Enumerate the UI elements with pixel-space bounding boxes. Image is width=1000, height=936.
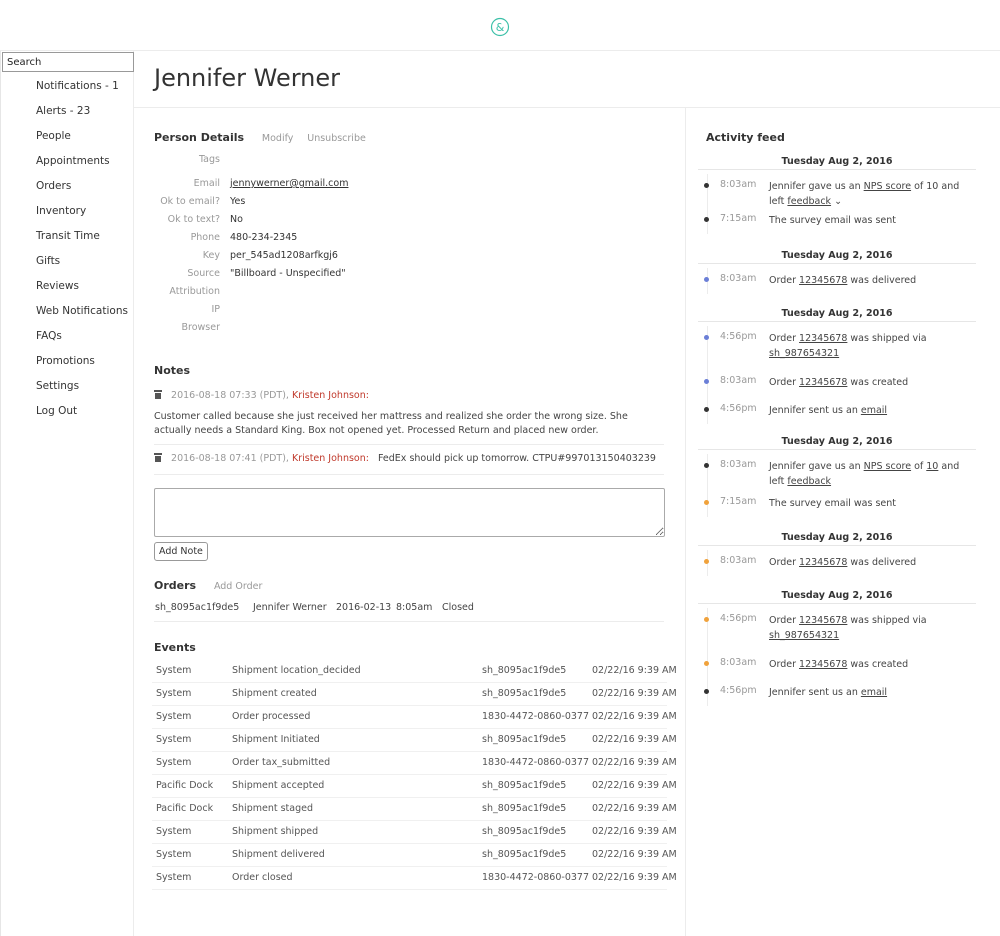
event-ref[interactable]: sh_8095ac1f9de5 [482, 803, 567, 814]
feed-day-header [698, 436, 976, 450]
sidebar-nav [36, 78, 128, 428]
feed-item-text [769, 613, 974, 643]
note-divider [154, 474, 664, 475]
timeline-dot-icon [704, 277, 709, 282]
event-ref[interactable]: 1830-4472-0860-0377 [482, 872, 589, 883]
timeline-dot-icon [704, 661, 709, 666]
feed-item-link[interactable]: 12345678 [799, 275, 848, 286]
feed-item-text-part: The survey email was sent [769, 498, 896, 509]
feed-item-text-part: was created [847, 377, 909, 388]
order-customer: Jennifer Werner [253, 602, 327, 613]
sidebar-item-faqs[interactable]: FAQs [36, 330, 62, 342]
event-time: 02/22/16 9:39 AM [592, 849, 677, 860]
feed-item-text-part: was delivered [847, 275, 917, 286]
feed-day-header [698, 250, 976, 264]
feed-item-link[interactable]: sh_987654321 [769, 348, 840, 359]
trash-icon[interactable] [154, 453, 162, 462]
sidebar-item-transit-time[interactable]: Transit Time [36, 230, 100, 242]
feed-item-text-part: Order [769, 615, 800, 626]
feed-item-link[interactable]: email [860, 687, 888, 698]
feed-item-text-part: ⌄ [831, 196, 843, 207]
event-time: 02/22/16 9:39 AM [592, 826, 677, 837]
event-event: Shipment Initiated [232, 734, 320, 745]
event-row [152, 660, 677, 683]
feed-item-text-part: Order [769, 659, 800, 670]
sidebar-item-reviews[interactable]: Reviews [36, 280, 79, 292]
feed-day-label: Tuesday Aug 2, 2016 [781, 308, 893, 319]
event-row [152, 683, 677, 706]
note-text: FedEx should pick up tomorrow. CTPU#997013150403239 [377, 453, 656, 464]
page-title: Jennifer Werner [154, 64, 341, 92]
feed-item-time: 8:03am [720, 179, 757, 190]
detail-label: Browser [181, 322, 220, 333]
feed-item-text-part: Jennifer sent us an [769, 687, 861, 698]
feed-item-link[interactable]: NPS score [863, 181, 912, 192]
note-timestamp: 2016-08-18 07:41 (PDT), [171, 453, 289, 464]
event-source: System [156, 711, 192, 722]
feed-day-header [698, 308, 976, 322]
note-author[interactable]: Kristen Johnson: [291, 390, 369, 401]
feed-item-text-part: The survey email was sent [769, 215, 896, 226]
feed-item-text-part: Order [769, 333, 800, 344]
event-row [152, 752, 677, 775]
order-id[interactable]: sh_8095ac1f9de5 [155, 602, 240, 613]
note-item [154, 453, 664, 464]
detail-label: Tags [198, 154, 220, 165]
event-source: Pacific Dock [156, 803, 214, 814]
orders-header [154, 579, 262, 592]
event-event: Shipment shipped [232, 826, 319, 837]
event-ref[interactable]: sh_8095ac1f9de5 [482, 665, 567, 676]
feed-item-text-part: of 10 and left [769, 181, 960, 207]
feed-item-link[interactable]: email [860, 405, 888, 416]
event-row [152, 844, 677, 867]
orders-title: Orders [154, 579, 197, 592]
feed-item-text [769, 459, 974, 489]
feed-item-time: 8:03am [720, 273, 757, 284]
feed-item-text-part: Jennifer sent us an [769, 405, 861, 416]
event-row [152, 821, 677, 844]
event-source: System [156, 757, 192, 768]
trash-icon[interactable] [154, 390, 162, 399]
sidebar-item-orders[interactable]: Orders [36, 180, 72, 192]
add-note-button[interactable]: Add Note [154, 542, 208, 561]
detail-label: Key [202, 250, 220, 261]
unsubscribe-link[interactable]: Unsubscribe [307, 133, 366, 144]
feed-item-text-part: Jennifer gave us an [769, 181, 864, 192]
feed-item-time: 8:03am [720, 375, 757, 386]
feed-item-time: 8:03am [720, 555, 757, 566]
event-source: Pacific Dock [156, 780, 214, 791]
timeline-dot-icon [704, 617, 709, 622]
event-source: System [156, 665, 192, 676]
search-input[interactable] [2, 52, 134, 72]
note-author[interactable]: Kristen Johnson: [291, 453, 369, 464]
sidebar-item-web-notifications[interactable]: Web Notifications [36, 305, 128, 317]
sidebar-item-log-out[interactable]: Log Out [36, 405, 78, 417]
feed-item-text [769, 685, 974, 700]
sidebar-item-notifications[interactable]: Notifications - 1 [36, 80, 119, 92]
event-source: System [156, 826, 192, 837]
timeline-dot-icon [704, 559, 709, 564]
event-event: Order processed [232, 711, 311, 722]
feed-item-text-part: of [911, 461, 927, 472]
detail-label: Source [187, 268, 220, 279]
feed-item-text-part: was delivered [847, 557, 917, 568]
event-ref[interactable]: sh_8095ac1f9de5 [482, 826, 567, 837]
order-row[interactable] [155, 602, 665, 622]
event-ref[interactable]: 1830-4472-0860-0377 [482, 711, 589, 722]
activity-feed [686, 108, 1000, 936]
detail-label: Email [193, 178, 220, 189]
feed-item-link[interactable]: sh_987654321 [769, 630, 840, 641]
event-row [152, 867, 677, 890]
order-date: 2016-02-13 [336, 602, 392, 613]
feed-item-link[interactable]: 10 [926, 461, 939, 472]
feed-item-text-part: and left [769, 461, 960, 487]
feed-item-link[interactable]: 12345678 [799, 557, 848, 568]
sidebar-item-gifts[interactable]: Gifts [36, 255, 61, 267]
person-details-title: Person Details [154, 131, 245, 144]
person-main-panel [134, 108, 686, 936]
note-textarea[interactable] [154, 488, 665, 537]
event-ref[interactable]: sh_8095ac1f9de5 [482, 688, 567, 699]
add-order-link[interactable]: Add Order [213, 581, 263, 592]
event-event: Order tax_submitted [232, 757, 331, 768]
feed-item-text [769, 213, 974, 228]
event-ref[interactable]: 1830-4472-0860-0377 [482, 757, 589, 768]
logo-icon[interactable] [490, 17, 510, 37]
detail-label: Attribution [169, 286, 220, 297]
timeline-dot-icon [704, 335, 709, 340]
event-ref[interactable]: sh_8095ac1f9de5 [482, 734, 567, 745]
feed-item-time: 4:56pm [720, 331, 757, 342]
feed-item-text [769, 657, 974, 672]
event-source: System [156, 734, 192, 745]
note-divider [154, 444, 664, 445]
modify-link[interactable]: Modify [261, 133, 294, 144]
event-source: System [156, 849, 192, 860]
feed-item-text [769, 403, 974, 418]
event-source: System [156, 688, 192, 699]
feed-day-label: Tuesday Aug 2, 2016 [781, 590, 893, 601]
notes-title: Notes [154, 364, 191, 377]
feed-item-link[interactable]: 12345678 [799, 615, 848, 626]
event-time: 02/22/16 9:39 AM [592, 803, 677, 814]
event-event: Shipment accepted [232, 780, 325, 791]
feed-item-link[interactable]: 12345678 [799, 333, 848, 344]
detail-label: Ok to email? [160, 196, 220, 207]
order-time: 8:05am [396, 602, 433, 613]
note-text: Customer called because she just received her mattress and realized she order the wrong size. She actually needs a Standard King. Box not opened yet. Processed Return and placed new order. [154, 411, 628, 436]
event-row [152, 729, 677, 752]
feed-item-text-part: Jennifer gave us an [769, 461, 864, 472]
event-row [152, 775, 677, 798]
note-item [154, 390, 664, 438]
event-ref[interactable]: sh_8095ac1f9de5 [482, 780, 567, 791]
timeline-dot-icon [704, 463, 709, 468]
detail-value: per_545ad1208arfkgj6 [230, 250, 338, 261]
detail-value: Yes [230, 196, 246, 207]
order-status: Closed [442, 602, 474, 613]
feed-item-link[interactable]: NPS score [863, 461, 912, 472]
event-event: Shipment delivered [232, 849, 325, 860]
feed-item-text [769, 555, 974, 570]
timeline-dot-icon [704, 379, 709, 384]
feed-item-time: 4:56pm [720, 685, 757, 696]
feed-item-time: 8:03am [720, 657, 757, 668]
feed-day-header [698, 532, 976, 546]
event-time: 02/22/16 9:39 AM [592, 665, 677, 676]
feed-item-time: 4:56pm [720, 403, 757, 414]
detail-label: Ok to text? [167, 214, 220, 225]
sidebar-item-promotions[interactable]: Promotions [36, 355, 95, 367]
feed-item-text-part: was shipped via [847, 615, 927, 626]
feed-item-text [769, 179, 974, 209]
sidebar [0, 51, 134, 936]
feed-item-text-part: was created [847, 659, 909, 670]
note-timestamp: 2016-08-18 07:33 (PDT), [171, 390, 289, 401]
feed-day-label: Tuesday Aug 2, 2016 [781, 436, 893, 447]
events-title: Events [154, 641, 196, 654]
timeline-dot-icon [704, 407, 709, 412]
sidebar-item-alerts[interactable]: Alerts - 23 [36, 105, 91, 117]
timeline-dot-icon [704, 183, 709, 188]
feed-item-link[interactable]: 12345678 [799, 659, 848, 670]
detail-label: Phone [190, 232, 220, 243]
feed-item-time: 8:03am [720, 459, 757, 470]
orders-divider [154, 621, 664, 622]
feed-day-label: Tuesday Aug 2, 2016 [781, 532, 893, 543]
sidebar-item-settings[interactable]: Settings [36, 380, 80, 392]
event-time: 02/22/16 9:39 AM [592, 734, 677, 745]
timeline-dot-icon [704, 500, 709, 505]
detail-value: "Billboard - Unspecified" [230, 268, 346, 279]
feed-item-text-part: was shipped via [847, 333, 927, 344]
feed-item-time: 7:15am [720, 496, 757, 507]
timeline-dot-icon [704, 217, 709, 222]
feed-day-header [698, 590, 976, 604]
feed-item-link[interactable]: feedback [787, 196, 832, 207]
event-time: 02/22/16 9:39 AM [592, 688, 677, 699]
event-event: Order closed [232, 872, 293, 883]
activity-feed-title: Activity feed [706, 131, 785, 144]
feed-item-time: 7:15am [720, 213, 757, 224]
event-row [152, 798, 677, 821]
page-header [134, 51, 1000, 108]
person-details-header [154, 131, 366, 144]
detail-value: No [230, 214, 243, 225]
event-event: Shipment location_decided [232, 665, 361, 676]
feed-item-link[interactable]: feedback [787, 476, 832, 487]
event-time: 02/22/16 9:39 AM [592, 711, 677, 722]
feed-item-text [769, 331, 974, 361]
event-source: System [156, 872, 192, 883]
feed-item-text [769, 375, 974, 390]
feed-day-header [698, 156, 976, 170]
feed-item-text [769, 273, 974, 288]
feed-day-label: Tuesday Aug 2, 2016 [781, 250, 893, 261]
detail-value[interactable]: jennywerner@gmail.com [230, 178, 349, 189]
feed-item-text-part: Order [769, 275, 800, 286]
detail-value: 480-234-2345 [230, 232, 298, 243]
sidebar-item-inventory[interactable]: Inventory [36, 205, 87, 217]
event-event: Shipment staged [232, 803, 313, 814]
feed-item-text [769, 496, 974, 511]
event-event: Shipment created [232, 688, 317, 699]
sidebar-item-appointments[interactable]: Appointments [36, 155, 110, 167]
detail-label: IP [211, 304, 220, 315]
timeline-dot-icon [704, 689, 709, 694]
feed-item-text-part: Order [769, 377, 800, 388]
event-time: 02/22/16 9:39 AM [592, 757, 677, 768]
sidebar-item-people[interactable]: People [36, 130, 71, 142]
feed-item-time: 4:56pm [720, 613, 757, 624]
feed-day-label: Tuesday Aug 2, 2016 [781, 156, 893, 167]
event-row [152, 706, 677, 729]
feed-item-text-part: Order [769, 557, 800, 568]
svg-text:&: & [495, 21, 505, 34]
top-bar [0, 0, 1000, 51]
feed-item-link[interactable]: 12345678 [799, 377, 848, 388]
event-time: 02/22/16 9:39 AM [592, 780, 677, 791]
event-time: 02/22/16 9:39 AM [592, 872, 677, 883]
event-ref[interactable]: sh_8095ac1f9de5 [482, 849, 567, 860]
